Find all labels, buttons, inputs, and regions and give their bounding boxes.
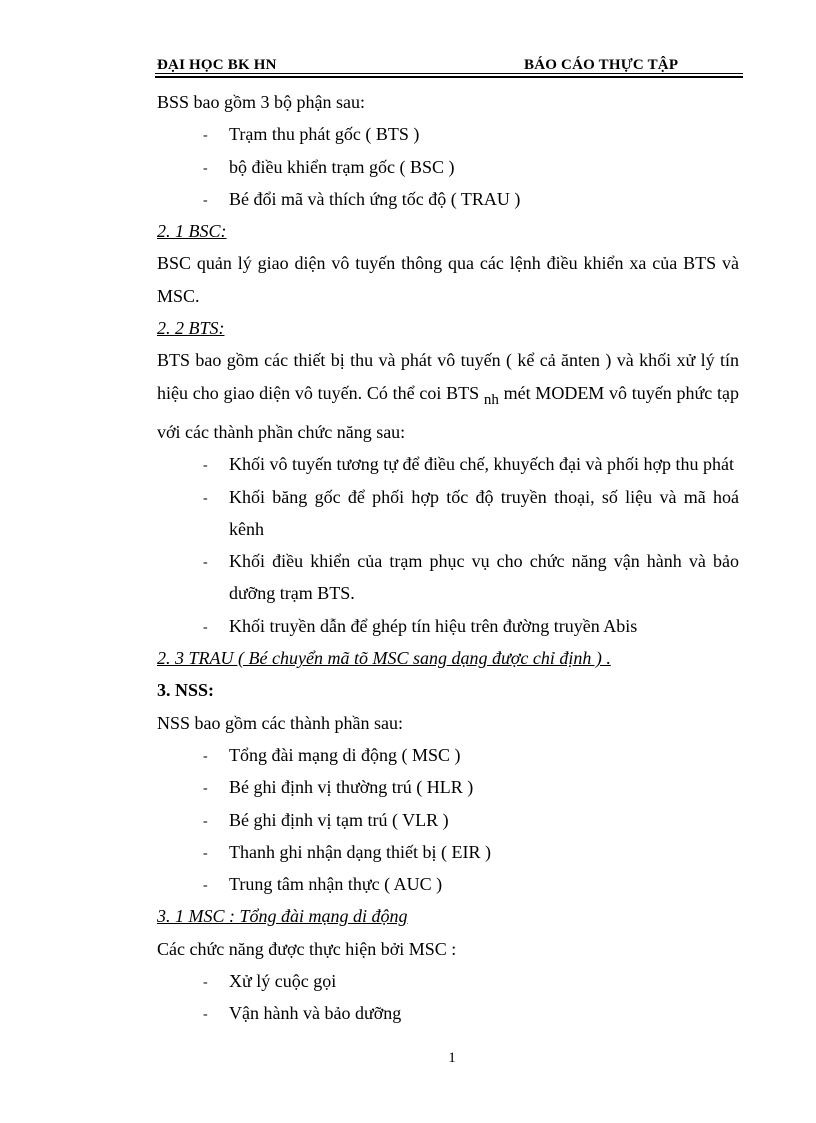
header-rule-thin [155, 73, 743, 74]
list-item: - Trạm thu phát gốc ( BTS ) [157, 118, 739, 150]
list-item: - Thanh ghi nhận dạng thiết bị ( EIR ) [157, 836, 739, 868]
section-heading-trau: 2. 3 TRAU ( Bé chuyển mã tõ MSC sang dạng được chỉ định ) . [157, 648, 611, 669]
header-report-title: BÁO CÁO THỰC TẬP [524, 57, 679, 73]
bts-paragraph: BTS bao gồm các thiết bị thu và phát vô tuyến ( kể cả ănten ) và khối xử lý tín hiệu cho giao diện vô tuyến. Có thể coi BTS $_{nh}$ mét MODEM vô tuyến phức tạp với các thành phần chức năng sau: [157, 350, 739, 442]
list-item: - Khối băng gốc để phối hợp tốc độ truyền thoại, số liệu và mã hoá kênh [157, 481, 739, 546]
bullet-dash-icon: - [203, 555, 208, 571]
list-item: - Bé đổi mã và thích ứng tốc độ ( TRAU ) [157, 183, 739, 215]
bullet-dash-icon: - [203, 781, 208, 797]
section-heading-bsc: 2. 1 BSC: [157, 221, 227, 242]
bullet-dash-icon: - [203, 878, 208, 894]
list-item: - Bé ghi định vị thường trú ( HLR ) [157, 771, 739, 803]
list-item: - Trung tâm nhận thực ( AUC ) [157, 868, 739, 900]
nss-components-list [157, 739, 739, 900]
bullet-dash-icon: - [203, 748, 208, 764]
bullet-dash-icon: - [203, 975, 208, 991]
list-item: - Bé ghi định vị tạm trú ( VLR ) [157, 804, 739, 836]
bullet-dash-icon: - [203, 619, 208, 635]
page-content [157, 86, 739, 1030]
page-number: 1 [448, 1050, 456, 1066]
section-heading-nss: 3. NSS: [157, 680, 215, 701]
header-rule-thick [155, 76, 743, 78]
bullet-dash-icon: - [203, 813, 208, 829]
list-item: - Tổng đài mạng di động ( MSC ) [157, 739, 739, 771]
list-item: - Khối điều khiển của trạm phục vụ cho chức năng vận hành và bảo dưỡng trạm BTS. [157, 545, 739, 610]
bullet-dash-icon: - [203, 845, 208, 861]
bss-intro: BSS bao gồm 3 bộ phận sau: [157, 92, 366, 112]
nss-intro: NSS bao gồm các thành phần sau: [157, 712, 403, 733]
bullet-dash-icon: - [203, 192, 208, 208]
bullet-dash-icon: - [203, 458, 208, 474]
section-heading-bts: 2. 2 BTS: [157, 318, 225, 339]
section-heading-msc: 3. 1 MSC : Tổng đài mạng di động [157, 906, 408, 927]
list-item: - Xử lý cuộc gọi [157, 965, 739, 997]
list-item: - Khối truyền dẫn để ghép tín hiệu trên đường truyền Abis [157, 610, 739, 642]
bullet-dash-icon: - [203, 1007, 208, 1023]
list-item: - Khối vô tuyến tương tự để điều chế, khuyếch đại và phối hợp thu phát [157, 448, 739, 480]
header-university: ĐẠI HỌC BK HN [157, 57, 277, 73]
bsc-paragraph: BSC quản lý giao diện vô tuyến thông qua các lệnh điều khiển xa của BTS và MSC. [157, 253, 739, 306]
list-item: - Vận hành và bảo dưỡng [157, 997, 739, 1029]
list-item: - bộ điều khiển trạm gốc ( BSC ) [157, 151, 739, 183]
bss-parts-list [157, 118, 739, 215]
bts-components-list [157, 448, 739, 642]
bullet-dash-icon: - [203, 160, 208, 176]
bullet-dash-icon: - [203, 490, 208, 506]
msc-functions-list [157, 965, 739, 1030]
msc-intro: Các chức năng được thực hiện bởi MSC : [157, 938, 457, 959]
bullet-dash-icon: - [203, 128, 208, 144]
